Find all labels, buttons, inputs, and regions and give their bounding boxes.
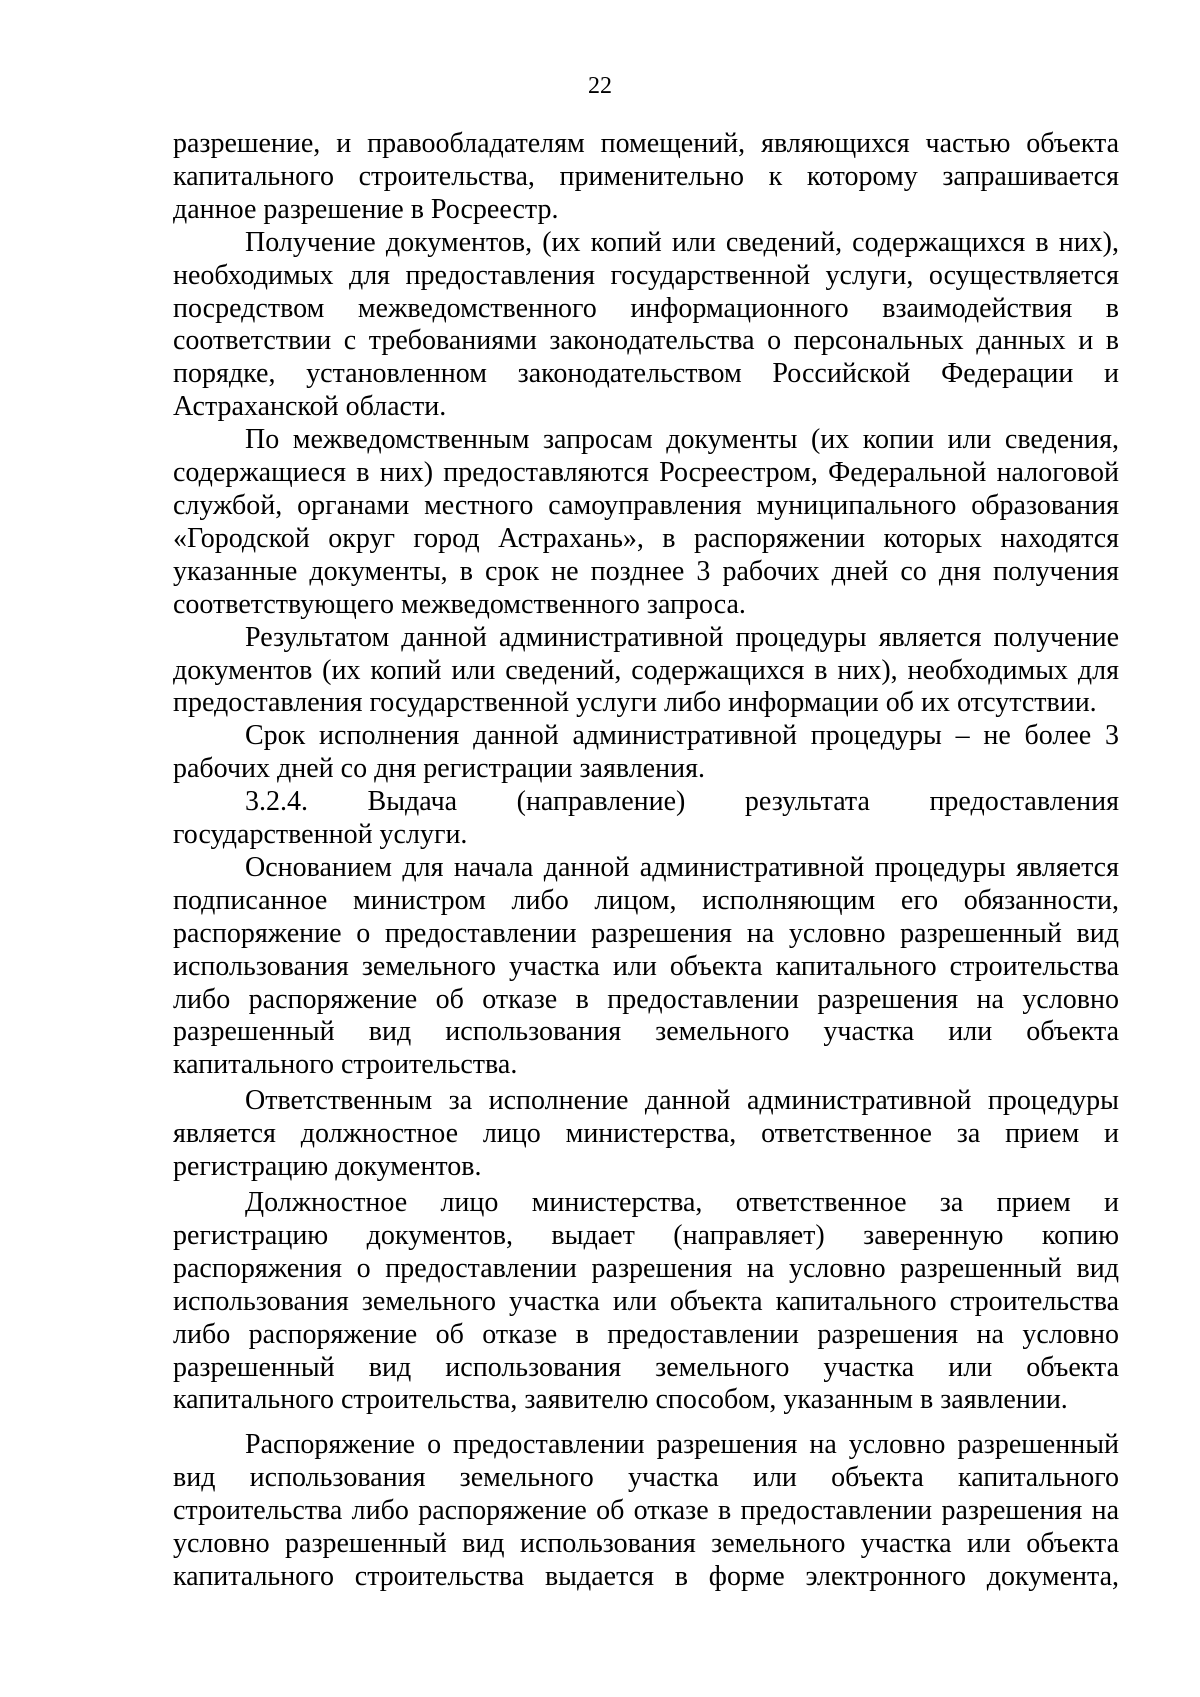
document-body <box>173 128 1119 1594</box>
section-heading-word: Выдача <box>367 786 458 818</box>
page-number: 22 <box>588 73 612 99</box>
section-heading-word: (направление) <box>516 786 686 818</box>
paragraph-procedure-result: Результатом данной административной процедуры является получение документов (их копий или сведений, содержащихся в них), необходимых для предоставления государственной услуги либо информации об их отсутствии. <box>173 621 1119 719</box>
section-heading-word: предоставления <box>929 786 1119 818</box>
paragraph-continuation: разрешение, и правообладателям помещений, являющихся частью объекта капитального строительства, применительно к которому запрашивается данное разрешение в Росреестр. <box>173 128 1119 225</box>
section-heading-word: результата <box>744 786 870 818</box>
paragraph-procedure-deadline: Срок исполнения данной административной процедуры – не более 3 рабочих дней со дня регистрации заявления. <box>173 720 1119 785</box>
paragraph-electronic-form: Распоряжение о предоставлении разрешения на условно разрешенный вид использования земельного участка или объекта капитального строительства либо распоряжение об отказе в предоставлении разрешения на условно разрешенный вид использования земельного участка или объекта капитального строительства выдается в форме электронного документа, <box>173 1429 1119 1592</box>
section-heading-word: 3.2.4. <box>245 786 308 818</box>
paragraph-document-retrieval: Получение документов, (их копий или сведений, содержащихся в них), необходимых для предоставления государственной услуги, осуществляется посредством межведомственного информационного взаимодействия в соответствии с требованиями законодательства о персональных данных и в порядке, установленном законодательством Российской Федерации и Астраханской области. <box>173 226 1119 423</box>
section-heading-continuation: государственной услуги. <box>173 819 468 851</box>
paragraph-issuance: Должностное лицо министерства, ответственное за прием и регистрацию документов, выдает (направляет) заверенную копию распоряжения о предоставлении разрешения на условно разрешенный вид использования земельного участка или объекта капитального строительства либо распоряжение об отказе в предоставлении разрешения на условно разрешенный вид использования земельного участка или объекта капитального строительства, заявителю способом, указанным в заявлении. <box>173 1187 1119 1416</box>
paragraph-procedure-basis: Основанием для начала данной административной процедуры является подписанное министром либо лицом, исполняющим его обязанности, распоряжение о предоставлении разрешения на условно разрешенный вид использования земельного участка или объекта капитального строительства либо распоряжение об отказе в предоставлении разрешения на условно разрешенный вид использования земельного участка или объекта капитального строительства. <box>173 851 1119 1081</box>
section-heading-3-2-4 <box>173 786 1119 819</box>
paragraph-responsible-official: Ответственным за исполнение данной административной процедуры является должностное лицо министерства, ответственное за прием и регистрацию документов. <box>173 1085 1119 1183</box>
paragraph-interagency-requests: По межведомственным запросам документы (их копии или сведения, содержащиеся в них) предоставляются Росреестром, Федеральной налоговой службой, органами местного самоуправления муниципального образования «Городской округ город Астрахань», в распоряжении которых находятся указанные документы, в срок не позднее 3 рабочих дней со дня получения соответствующего межведомственного запроса. <box>173 424 1119 620</box>
